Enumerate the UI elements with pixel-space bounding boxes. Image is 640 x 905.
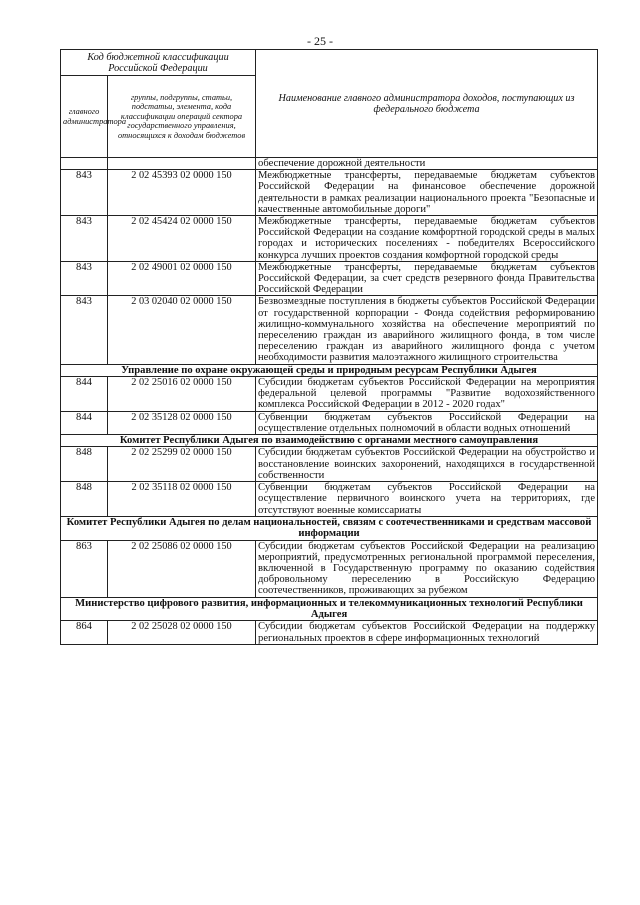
header-code: группы, подгруппы, статьи, подстатьи, элемента, кода классификации операций сектора государственного управления, относящихся к доходам бюджетов [108, 76, 256, 158]
page-number: - 25 - [307, 34, 333, 48]
classification-code-cell: 2 02 25086 02 0000 150 [108, 540, 256, 597]
header-admin: главного администратора [61, 76, 108, 158]
classification-code-cell: 2 02 35128 02 0000 150 [108, 411, 256, 434]
header-name: Наименование главного администратора доходов, поступающих из федерального бюджета [256, 50, 598, 158]
table-row [61, 540, 598, 597]
header-code-group: Код бюджетной классификации Российской Федерации [61, 50, 256, 76]
admin-code-cell: 863 [61, 540, 108, 597]
admin-code-cell: 843 [61, 261, 108, 296]
revenue-name-cell: Субвенции бюджетам субъектов Российской Федерации на осуществление отдельных полномочий в области водных отношений [256, 411, 598, 434]
classification-code-cell: 2 03 02040 02 0000 150 [108, 296, 256, 364]
section-header-row [61, 364, 598, 376]
table-row [61, 377, 598, 412]
revenue-name-cell: Межбюджетные трансферты, передаваемые бюджетам субъектов Российской Федерации, за счет средств резервного фонда Правительства Российской Федерации [256, 261, 598, 296]
classification-code-cell: 2 02 25028 02 0000 150 [108, 621, 256, 644]
classification-code-cell [108, 158, 256, 170]
classification-code-cell: 2 02 25016 02 0000 150 [108, 377, 256, 412]
admin-code-cell: 844 [61, 411, 108, 434]
section-title: Министерство цифрового развития, информационных и телекоммуникационных технологий Республики Адыгея [61, 597, 598, 621]
section-header-row [61, 597, 598, 621]
admin-code-cell: 843 [61, 216, 108, 262]
admin-code-cell: 843 [61, 296, 108, 364]
table-row [61, 170, 598, 216]
table-row [61, 261, 598, 296]
budget-table [60, 49, 598, 645]
admin-code-cell: 844 [61, 377, 108, 412]
revenue-name-cell: Безвозмездные поступления в бюджеты субъектов Российской Федерации от государственной корпорации - Фонда содействия реформированию жилищно-коммунального хозяйства на обеспечение мероприятий по переселению граждан из аварийного жилищного фонда, в том числе переселению граждан из аварийного жилищного фонда с учетом необходимости развития малоэтажного жилищного строительства [256, 296, 598, 364]
revenue-name-cell: Субвенции бюджетам субъектов Российской Федерации на осуществление первичного воинского учета на территориях, где отсутствуют военные комиссариаты [256, 482, 598, 517]
revenue-name-cell: Субсидии бюджетам субъектов Российской Федерации на поддержку региональных проектов в сфере информационных технологий [256, 621, 598, 644]
admin-code-cell [61, 158, 108, 170]
admin-code-cell: 848 [61, 447, 108, 482]
section-title: Комитет Республики Адыгея по взаимодействию с органами местного самоуправления [61, 435, 598, 447]
table-row [61, 482, 598, 517]
table-row [61, 447, 598, 482]
revenue-name-cell: Межбюджетные трансферты, передаваемые бюджетам субъектов Российской Федерации на создание комфортной городской среды в малых городах и исторических поселениях - победителях Всероссийского конкурса лучших проектов создания комфортной городской среды [256, 216, 598, 262]
revenue-name-cell: Субсидии бюджетам субъектов Российской Федерации на мероприятия федеральной целевой программы "Развитие водохозяйственного комплекса Российской Федерации в 2012 - 2020 годах" [256, 377, 598, 412]
revenue-name-cell: Субсидии бюджетам субъектов Российской Федерации на реализацию мероприятий, предусмотренных региональной программой переселения, включенной в Государственную программу по оказанию содействия добровольному переселению в Российскую Федерацию соотечественников, проживающих за рубежом [256, 540, 598, 597]
admin-code-cell: 864 [61, 621, 108, 644]
revenue-name-cell: Субсидии бюджетам субъектов Российской Федерации на обустройство и восстановление воинских захоронений, находящихся в государственной собственности [256, 447, 598, 482]
section-header-row [61, 435, 598, 447]
classification-code-cell: 2 02 45393 02 0000 150 [108, 170, 256, 216]
classification-code-cell: 2 02 45424 02 0000 150 [108, 216, 256, 262]
table-row [61, 216, 598, 262]
revenue-name-cell: обеспечение дорожной деятельности [256, 158, 598, 170]
classification-code-cell: 2 02 35118 02 0000 150 [108, 482, 256, 517]
section-title: Управление по охране окружающей среды и природным ресурсам Республики Адыгея [61, 364, 598, 376]
admin-code-cell: 848 [61, 482, 108, 517]
table-row [61, 411, 598, 434]
admin-code-cell: 843 [61, 170, 108, 216]
table-row [61, 158, 598, 170]
classification-code-cell: 2 02 25299 02 0000 150 [108, 447, 256, 482]
table-row [61, 296, 598, 364]
classification-code-cell: 2 02 49001 02 0000 150 [108, 261, 256, 296]
revenue-name-cell: Межбюджетные трансферты, передаваемые бюджетам субъектов Российской Федерации на финансовое обеспечение дорожной деятельности в рамках реализации национального проекта "Безопасные и качественные автомобильные дороги" [256, 170, 598, 216]
section-title: Комитет Республики Адыгея по делам национальностей, связям с соотечественниками и средствам массовой информации [61, 516, 598, 540]
table-row [61, 621, 598, 644]
section-header-row [61, 516, 598, 540]
